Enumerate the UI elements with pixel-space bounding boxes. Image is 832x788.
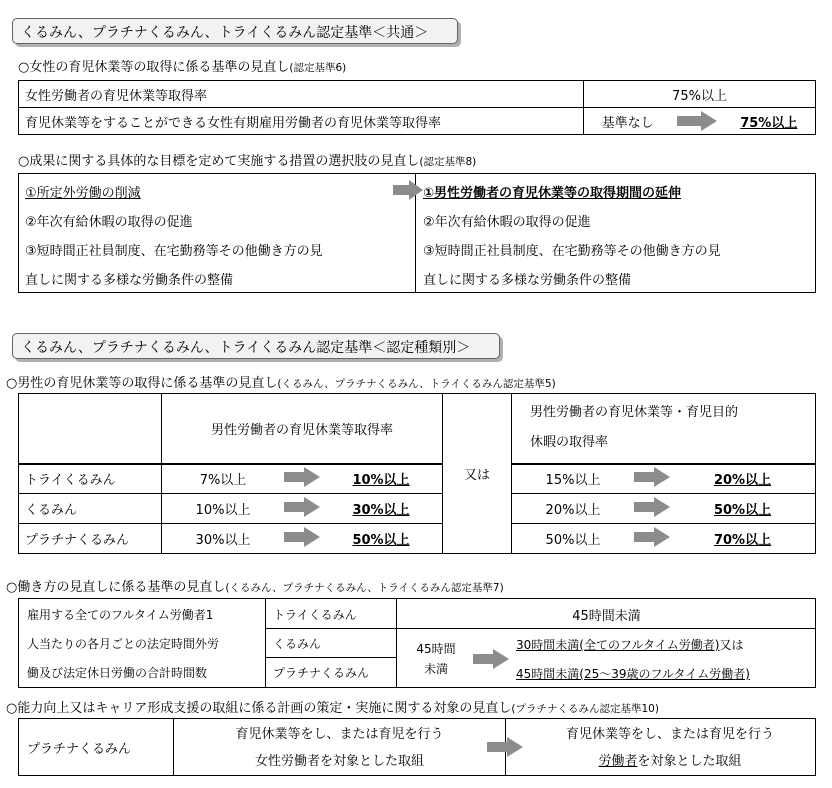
work-before-line2: 未満 (423, 662, 448, 676)
career-before (174, 721, 505, 775)
men-row-name: トライくるみん (19, 464, 162, 494)
measures-before (25, 179, 323, 295)
work-after1 (516, 636, 743, 653)
measures-heading: ○成果に関する具体的な目標を定めて実施する措置の選択肢の見直し(認定基準8) (18, 154, 477, 169)
career-before-line1: 育児休業等をし、または育児を行う (235, 727, 444, 742)
right-arrow-icon (487, 737, 523, 757)
men-heading: ○男性の育児休業等の取得に係る基準の見直し(くるみん、プラチナくるみん、トライくるみん認定基準5) (6, 376, 556, 391)
women-heading: ○女性の育児休業等の取得に係る基準の見直し(認定基準6) (18, 60, 347, 75)
common-banner: くるみん、プラチナくるみん、トライくるみん認定基準＜共通＞ (12, 18, 458, 44)
career-after-underlined: 労働者 (598, 754, 638, 769)
work-after1-underlined: 30時間未満(全てのフルタイム労働者) (516, 638, 720, 652)
career-heading: ○能力向上又はキャリア形成支援の取組に係る計画の策定・実施に関する対象の見直し(プラチナくるみん認定基準10) (6, 701, 659, 716)
table-row (19, 494, 816, 524)
men-b-after: 20%以上 (670, 464, 816, 494)
work-label-line3: 働及び法定休日労働の合計時間数 (27, 666, 208, 680)
career-name: プラチナくるみん (27, 742, 132, 757)
right-arrow-icon (284, 497, 320, 517)
men-a-before: 7%以上 (162, 464, 285, 494)
work-after2: 45時間未満(25～39歳のフルタイム労働者) (516, 667, 750, 681)
men-a-after: 30%以上 (320, 494, 443, 524)
men-or-label: 又は (443, 394, 512, 554)
career-after-rest: を対象とした取組 (637, 754, 742, 769)
men-table (18, 393, 816, 554)
men-col1-header: 男性労働者の育児休業等取得率 (162, 394, 443, 464)
bytype-banner: くるみん、プラチナくるみん、トライくるみん認定基準＜認定種類別＞ (12, 333, 500, 359)
career-after (524, 721, 816, 775)
men-a-before: 30%以上 (162, 524, 285, 554)
work-tri-value: 45時間未満 (572, 609, 641, 624)
measures-after-4: 直しに関する多様な労働条件の整備 (423, 273, 632, 288)
right-arrow-icon (634, 497, 670, 517)
men-col2-header (512, 394, 816, 464)
men-a-after: 50%以上 (320, 524, 443, 554)
men-b-after: 70%以上 (670, 524, 816, 554)
measures-before-1: ①所定外労働の削減 (25, 186, 141, 201)
men-a-after: 10%以上 (320, 464, 443, 494)
measures-after (423, 179, 721, 295)
career-after-line2 (524, 748, 816, 775)
right-arrow-icon (284, 467, 320, 487)
table-row (19, 524, 816, 554)
men-b-before: 15%以上 (512, 464, 635, 494)
right-arrow-icon (634, 527, 670, 547)
work-before-line1: 45時間 (416, 642, 456, 656)
measures-before-3: ③短時間正社員制度、在宅勤務等その他働き方の見 (25, 244, 323, 259)
work-row-name: くるみん (273, 637, 322, 651)
career-after-line1: 育児休業等をし、または育児を行う (565, 727, 774, 742)
work-after1-suffix: 又は (719, 638, 744, 652)
work-row-name: プラチナくるみん (273, 666, 370, 680)
women-table (18, 80, 816, 135)
men-header-blank (19, 394, 162, 464)
men-a-before: 10%以上 (162, 494, 285, 524)
measures-before-4: 直しに関する多様な労働条件の整備 (25, 273, 234, 288)
measures-after-1: ①男性労働者の育児休業等の取得期間の延伸 (423, 186, 682, 201)
right-arrow-icon (677, 111, 717, 131)
measures-after-2: ②年次有給休暇の取得の促進 (423, 215, 591, 230)
career-box (18, 718, 816, 776)
men-row-name: プラチナくるみん (19, 524, 162, 554)
women-row2-label: 育児休業等をすることができる女性有期雇用労働者の育児休業等取得率 (19, 108, 584, 135)
work-row-name: トライくるみん (273, 608, 357, 622)
men-b-before: 50%以上 (512, 524, 635, 554)
men-row-name: くるみん (19, 494, 162, 524)
work-before (411, 639, 461, 679)
men-b-before: 20%以上 (512, 494, 635, 524)
work-label-line1: 雇用する全てのフルタイム労働者1 (27, 608, 214, 622)
work-heading: ○働き方の見直しに係る基準の見直し(くるみん、プラチナくるみん、トライくるみん認定基準7) (6, 580, 504, 595)
men-b-after: 50%以上 (670, 494, 816, 524)
work-label-line2: 人当たりの各月ごとの法定時間外労 (27, 637, 220, 651)
men-col2-header-line1: 男性労働者の育児休業等・育児目的 (530, 405, 739, 421)
right-arrow-icon (284, 527, 320, 547)
measures-box (18, 173, 816, 293)
women-row2-before: 基準なし (601, 115, 654, 131)
work-box (18, 598, 816, 688)
women-row2-after: 75%以上 (740, 115, 798, 131)
measures-after-3: ③短時間正社員制度、在宅勤務等その他働き方の見 (423, 244, 721, 259)
right-arrow-icon (393, 180, 423, 200)
right-arrow-icon (634, 467, 670, 487)
men-col2-header-line2: 休暇の取得率 (530, 435, 609, 451)
table-row (19, 464, 816, 494)
right-arrow-icon (473, 649, 509, 669)
measures-before-2: ②年次有給休暇の取得の促進 (25, 215, 193, 230)
women-row1-value: 75%以上 (584, 81, 816, 108)
career-before-line2: 女性労働者を対象とした取組 (254, 754, 424, 769)
women-row1-label: 女性労働者の育児休業等取得率 (19, 81, 584, 108)
work-label (27, 601, 219, 688)
women-row2-change (584, 108, 816, 135)
